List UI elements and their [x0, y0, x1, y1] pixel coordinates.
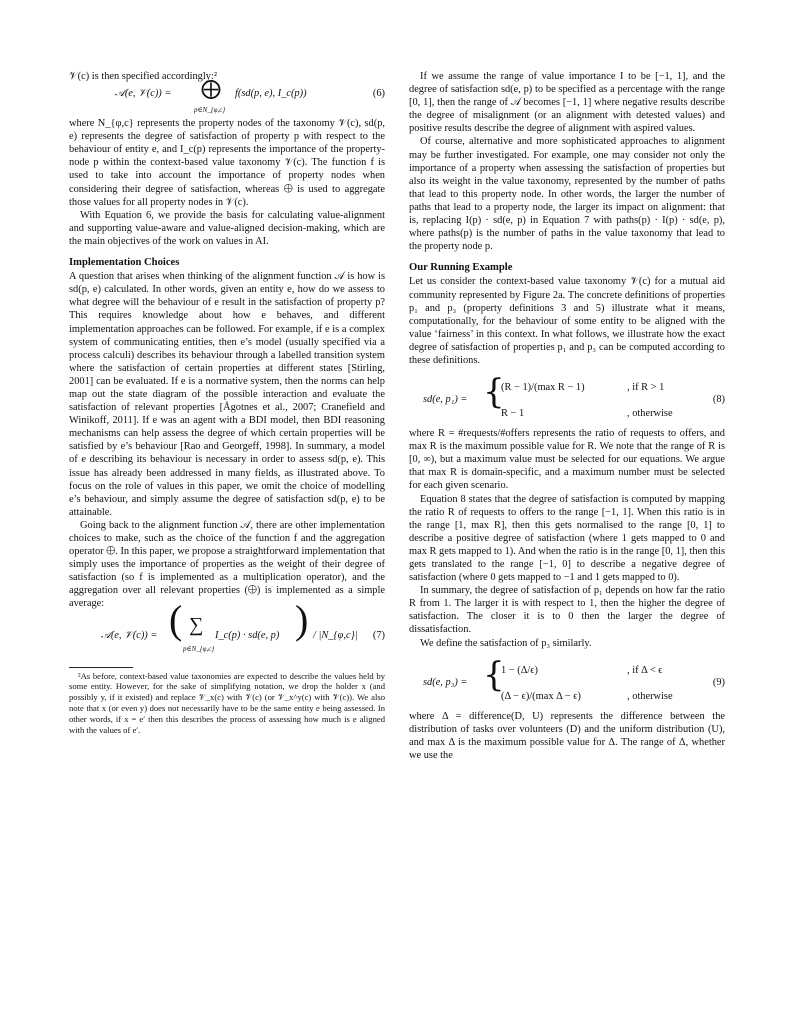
left-column [69, 70, 385, 735]
eq6-number: (6) [372, 88, 385, 100]
eq9-case1: 1 − (Δ/ϵ) [501, 664, 538, 676]
heading-running-example: Our Running Example [409, 262, 513, 274]
eq7-body: I_c(p) · sd(e, p) [215, 629, 280, 641]
eq8-lhs: sd(e, p₁) = [423, 394, 468, 406]
equation-7 [69, 596, 385, 661]
eq7-right-paren: ) [295, 596, 309, 642]
eq8-case2: R − 1 [501, 408, 525, 420]
equation-9 [409, 656, 725, 710]
para-eq6: With Equation 6, we provide the basis for calculating value-alignment and supporting value-aware and value-aligned decision-making, which are the main objectives of the work on values in AI. [69, 209, 385, 247]
eq8-cond2: , otherwise [627, 408, 673, 420]
para-eq9: where Δ = difference(D, U) represents the difference between the distribution of tasks over volunteers (D) and the uniform distribution (U), and max Δ is the maximum possible value for Δ. The range of Δ, whether we use the [409, 710, 725, 761]
eq8-number: (8) [712, 394, 725, 406]
footnote [69, 671, 385, 736]
para-impl2: Going back to the alignment function 𝒜, there are other implementation choices to make, such as the choice of the function f and the aggregation operator ⨁. In this paper, we propose a straightforward implementation that simply uses the importance of properties as the weight of their degree of satisfaction (so f is implemented as a multiplication operator), and the aggregation over all relevant properties (⨁) is implemented as a simple average: [69, 519, 385, 610]
para-p3: We define the satisfaction of p₃ similarly. [420, 637, 592, 649]
eq9-case2: (Δ − ϵ)/(max Δ − ϵ) [501, 690, 581, 702]
heading-implementation: Implementation Choices [69, 257, 180, 269]
footnote-rule [69, 667, 133, 668]
eq7-lhs: 𝒜(e, 𝒱(c)) = [101, 629, 158, 641]
para-eq8: where R = #requests/#offers represents the ratio of requests to offers, and max R is the maximum possible value for R. We note that the range of R is [0, ∞), but a maximum value must be selected for our equations. We argue that max R is domain-specific, and a maximum number must be selected for each given scenario. [409, 428, 725, 492]
eq6-lhs: 𝒜(e, 𝒱(c)) = [115, 88, 172, 100]
right-column [409, 70, 725, 762]
eq9-cond2: , otherwise [627, 690, 673, 702]
eq7-sub: p∈N_{φ,c} [183, 644, 215, 653]
eq8-brace: { [483, 372, 505, 413]
para-where: where N_{φ,c} represents the property nodes of the taxonomy 𝒱(c), sd(p, e) represents the degree of satisfaction of property p with respect to the behaviour of entity e, and I_c(p) represents the importance of the property-node p within the context-based value taxonomy 𝒱(c). The function f is used to take into account the importance of property nodes when considering their degree of satisfaction, whereas ⨁ is used to aggregate those values for all property nodes in 𝒱(c). [69, 118, 385, 208]
intro-line: 𝒱(c) is then specified accordingly:² [69, 71, 217, 82]
eq6-rhs: f(sd(p, e), I_c(p)) [235, 88, 307, 100]
para-summary: In summary, the degree of satisfaction of p₁ depends on how far the ratio R from 1. The larger it is with respect to 1, then the higher the degree of satisfaction. The closer it is to 0 then the larger the degree of dissatisfaction. [409, 585, 725, 636]
eq9-cond1: , if Δ < ϵ [627, 664, 663, 676]
para-range: If we assume the range of value importance I to be [−1, 1], and the degree of satisfaction sd(e, p) to be specified as a percentage with the range [0, 1], then the range of 𝒜 becomes [−1, 1] where negative results describe the degree of misalignment (or an alignment with detested values) and positive results describe the degree of alignment with aspired values. [409, 71, 725, 135]
equation-6 [69, 78, 385, 117]
eq7-left-paren: ( [169, 596, 183, 642]
eq9-brace: { [483, 654, 505, 695]
eq8-cond1: , if R > 1 [627, 382, 665, 394]
eq6-sub: p∈N_{φ,c} [194, 106, 226, 115]
eq7-sum: ∑ [189, 613, 204, 636]
eq7-tail: / |N_{φ,c}| [313, 629, 358, 641]
equation-8 [409, 373, 725, 427]
eq6-oplus: ⨁ [201, 78, 221, 101]
footnote-2: ²As before, context-based value taxonomies are expected to describe the values held by some entity. However, for the sake of simplifying notation, we drop the holder x (and possibly y, if it existed) and replace 𝒱_x(c) with 𝒱(c) (or 𝒱_x^y(c) with 𝒱(c)). We also note that x (or even y) does not necessarily have to be the same entity e being assessed. In other words, if x = e′ then this describes the process of assessing how much is e aligned with the values of e′. [69, 670, 385, 735]
para-running: Let us consider the context-based value taxonomy 𝒱(c) for a mutual aid community represented by Figure 2a. The concrete definitions of properties p₁ and p₃ (property definitions 3 and 5) illustrate what it means, computationally, for the behaviour of some entity to be aligned with the value ‘fairness’ in this context. In what follows, we illustrate how the exact degree of satisfaction of properties p₁ and p₃ can be computed according to these definitions. [409, 276, 725, 366]
eq9-number: (9) [712, 676, 725, 688]
eq9-lhs: sd(e, p₃) = [423, 676, 468, 688]
eq8-case1: (R − 1)/(max R − 1) [501, 382, 585, 394]
eq7-number: (7) [372, 629, 385, 641]
para-alternative: Of course, alternative and more sophisticated approaches to alignment may be further investigated. For example, one may consider not only the importance of a property when assessing the satisfaction of properties but also its weight in the value taxonomy, represented by the number of paths that lead to this property node. In other words, the larger the number of paths that lead to a property node, the larger its impact on alignment: that is, replacing I(p) · sd(e, p) in Equation 7 with paths(p) · I(p) · sd(e, p), where paths(p) is the number of paths in the value taxonomy that lead to the property node p. [409, 136, 725, 253]
para-eq8b: Equation 8 states that the degree of satisfaction is computed by mapping the ratio R of requests to offers to the range [−1, 1]. When this ratio is in the range [1, max R], then this gets normalised to the range [0, 1] to describe a positive degree of satisfaction (where 1 gets mapped to 0 and max R gets mapped to 1). And when the ratio is in the range [0, 1], then this gets translated to the range [−1, 0] to describe a negative degree of satisfaction (where 0 gets mapped to −1 and 1 gets mapped to 0). [409, 493, 725, 584]
para-impl1: A question that arises when thinking of the alignment function 𝒜 is how is sd(p, e) calculated. In other words, given an entity e, how do we assess to what degree will the behaviour of e result in the satisfaction of property p? This requires knowledge about how e behaves, and different implementation approaches can be followed. For example, if e is a complex system of communicating entities, then e’s model (usually specified via a process calculi) describes its behaviour through a labelled transition system where the satisfaction of certain properties at different states [Stirling, 2001] can be evaluated. If e is a normative system, then the norms can help map out the state diagram of the possible interaction and evaluate the satisfaction of relevant properties [Ågotnes et al., 2007; Cranefield and Winikoff, 2011]. If e was an agent with a BDI model, then BDI reasoning mechanisms can help assess the degree of which certain properties will be satisfied by e’s behaviour [Rao and Georgeff, 1998]. In summary, a model of e describing its behaviour is necessary in order to assess sd(p, e). This issue has already been addressed in many fields, as illustrated above. To focus on the role of values in this paper, we omit the choice of modelling e’s behaviour, and simply assume the degree of satisfaction sd(p, e) to be attainable. [69, 271, 385, 518]
